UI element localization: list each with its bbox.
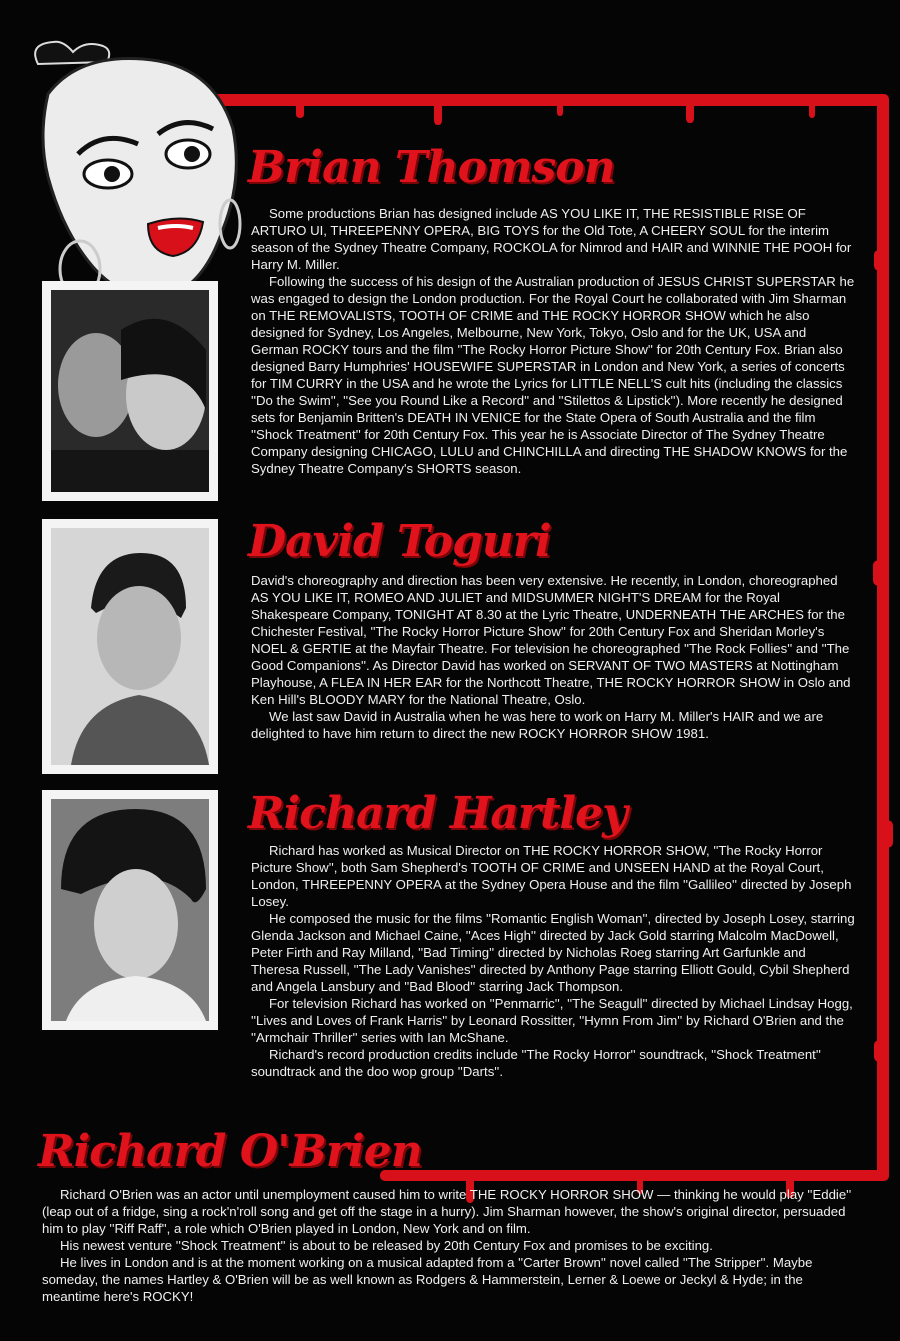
heading-richard-hartley: Richard Hartley — [248, 788, 627, 839]
bio-paragraph: Following the success of his design of the Australian production of JESUS CHRIST SUPERSTAR he was engaged to design the London production. For the Royal Court he collaborated with Jim Sharman on THE REMOVALISTS, TOOTH OF CRIME and THE ROCKY HORROR SHOW which he also designed for Sydney, Los Angeles, Melbourne, New York, Tokyo, Oslo and for the UK, USA and German ROCKY tours and the film ''The Rocky Horror Picture Show'' for 20th Century Fox. Brian also designed Barry Humphries' HOUSEWIFE SUPERSTAR in London and New York, a series of concerts for TIM CURRY in the USA and he wrote the Lyrics for LITTLE NELL'S cult hits (including the classics ''Do the Swim'', ''See you Round Like a Record'' and ''Stilettos & Lipstick''). More recently he designed sets for Benjamin Britten's DEATH IN VENICE for the State Opera of South Australia and the film ''Shock Treatment'' for 20th Century Fox. This year he is Associate Director of The Sydney Theatre Company designing CHICAGO, LULU and CHINCHILLA and directing THE SHADOW KNOWS for the Sydney Theatre Company's SHORTS season. — [251, 274, 855, 476]
bio-paragraph: Richard has worked as Musical Director on THE ROCKY HORROR SHOW, ''The Rocky Horror Picture Show'', both Sam Shepherd's TOOTH OF CRIME and UNSEEN HAND at the Royal Court, London, THREEPENNY OPERA at the Sydney Opera House and the film ''Gallileo'' directed by Joseph Losey. — [251, 843, 852, 909]
bio-paragraph: We last saw David in Australia when he was here to work on Harry M. Miller's HAIR and we are delighted to have him return to direct the new ROCKY HORROR SHOW 1981. — [251, 709, 824, 741]
photo-brian-thomson — [42, 281, 218, 501]
heading-brian-thomson: Brian Thomson — [248, 142, 615, 193]
bio-paragraph: His newest venture ''Shock Treatment'' is about to be released by 20th Century Fox and promises to be exciting. — [60, 1238, 713, 1253]
bio-paragraph: For television Richard has worked on ''Penmarric'', ''The Seagull'' directed by Michael Lindsay Hogg, ''Lives and Loves of Frank Harris'' by Leonard Rossitter, ''Hymn From Jim'' by Richard O'Brien and the ''Armchair Thriller'' series with Ian McShane. — [251, 996, 853, 1045]
bio-paragraph: Richard O'Brien was an actor until unemployment caused him to write THE ROCKY HORROR SHOW — thinking he would play ''Eddie'' (leap out of a fridge, sing a rock'n'roll song and get off the stage in a hurry). Jim Sharman however, the show's original director, persuaded him to play ''Riff Raff'', a role which O'Brien played in London, New York and on film. — [42, 1187, 852, 1236]
photo-david-toguri — [42, 519, 218, 774]
heading-david-toguri: David Toguri — [248, 516, 551, 567]
bio-david-toguri — [251, 572, 856, 742]
bio-paragraph: David's choreography and direction has been very extensive. He recently, in London, choreographed AS YOU LIKE IT, ROMEO AND JULIET and MIDSUMMER NIGHT'S DREAM for the Royal Shakespeare Company, TONIGHT AT 8.30 at the Lyric Theatre, UNDERNEATH THE ARCHES for the Chichester Festival, ''The Rocky Horror Picture Show'' for 20th Century Fox and Sheridan Morley's NOEL & GERTIE at the Mayfair Theatre. For television he choreographed ''The Rock Follies'' and ''The Good Companions''. As Director David has worked on SERVANT OF TWO MASTERS at Nottingham Playhouse, A FLEA IN HER EAR for the Northcott Theatre, THE ROCKY HORROR SHOW in Oslo and Ken Hill's BLOODY MARY for the National Theatre, Oslo. — [251, 573, 851, 707]
bio-richard-hartley — [251, 842, 856, 1080]
bio-paragraph: He composed the music for the films ''Romantic English Woman'', directed by Joseph Losey, starring Glenda Jackson and Michael Caine, ''Aces High'' directed by Jack Gold starring Malcolm MacDowell, Peter Firth and Ray Milland, ''Bad Timing'' directed by Nicholas Roeg starring Art Garfunkle and Theresa Russell, ''The Lady Vanishes'' directed by Anthony Page starring Elliott Gould, Cybil Shepherd and Angela Lansbury and ''Bad Blood'' starring Jack Thompson. — [251, 911, 855, 994]
portrait-image — [51, 528, 209, 765]
face-illustration — [8, 34, 244, 314]
heading-richard-obrien: Richard O'Brien — [38, 1126, 422, 1177]
bio-paragraph: Richard's record production credits include ''The Rocky Horror'' soundtrack, ''Shock Treatment'' soundtrack and the doo wop group ''Darts''. — [251, 1047, 821, 1079]
bio-richard-obrien — [42, 1186, 860, 1305]
portrait-image — [51, 290, 209, 492]
portrait-image — [51, 799, 209, 1021]
bio-brian-thomson — [251, 205, 856, 477]
photo-richard-hartley — [42, 790, 218, 1030]
bio-paragraph: Some productions Brian has designed include AS YOU LIKE IT, THE RESISTIBLE RISE OF ARTURO UI, THREEPENNY OPERA, BIG TOYS for the Old Tote, A CHEERY SOUL for the interim season of the Sydney Theatre Company, ROCKOLA for Nimrod and HAIR and WINNIE THE POOH for Harry M. Miller. — [251, 206, 852, 272]
bio-paragraph: He lives in London and is at the moment working on a musical adapted from a ''Carter Brown'' novel called ''The Stripper''. Maybe someday, the names Hartley & O'Brien will be as well known as Rodgers & Hammerstein, Lerner & Loewe or Jeckyl & Hyde; in the meantime here's ROCKY! — [42, 1255, 813, 1304]
